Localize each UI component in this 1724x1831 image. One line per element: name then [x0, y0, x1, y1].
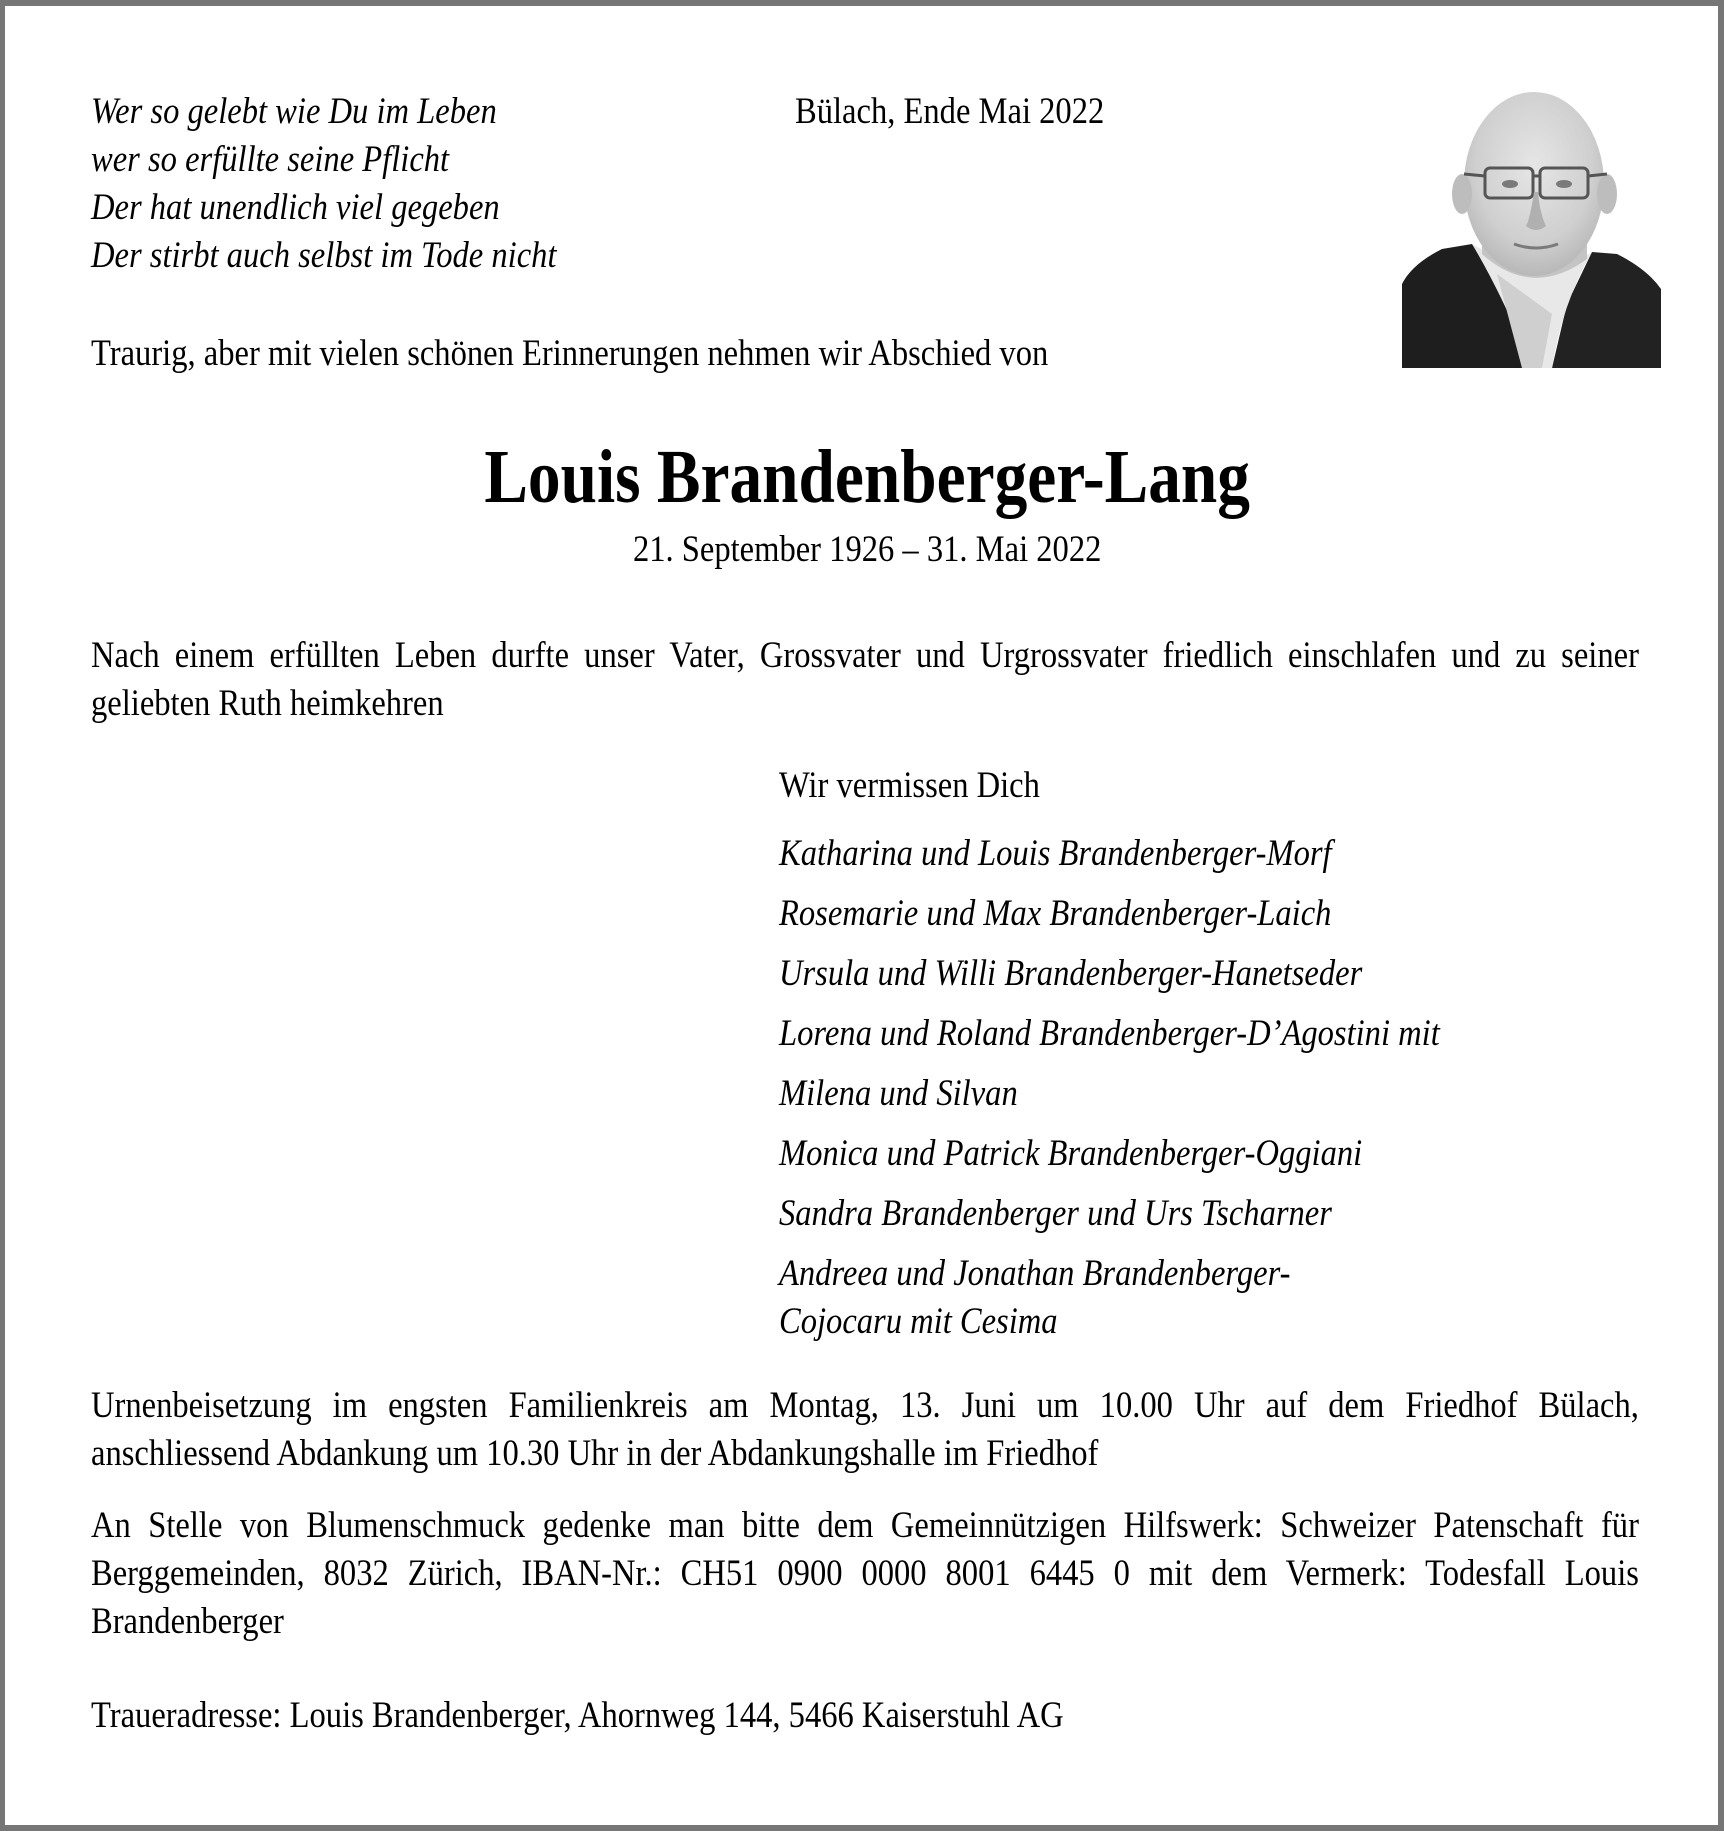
poem-line-2: wer so erfüllte seine Pflicht [91, 139, 450, 180]
message-text: Nach einem erfüllten Leben durfte unser Vater, Grossvater und Urgrossvater friedlich einschlafen und zu seiner geliebten Ruth heimkehren [91, 635, 1639, 724]
funeral-paragraph [91, 1382, 1639, 1478]
life-dates [5, 528, 1724, 571]
miss-you-text: Wir vermissen Dich [779, 765, 1040, 806]
portrait-image [1402, 84, 1661, 368]
donation-paragraph [91, 1502, 1639, 1646]
life-dates-text: 21. September 1926 – 31. Mai 2022 [632, 529, 1102, 570]
portrait-photo [1402, 84, 1661, 368]
family-line: Milena und Silvan [779, 1073, 1018, 1114]
poem-line-4: Der stirbt auch selbst im Tode nicht [91, 235, 557, 276]
family-line: Andreea und Jonathan Brandenberger- [779, 1253, 1291, 1294]
family-line: Katharina und Louis Brandenberger-Morf [779, 833, 1332, 874]
family-line: Lorena und Roland Brandenberger-D’Agostini mit [779, 1013, 1440, 1054]
place-date: Bülach, Ende Mai 2022 [795, 91, 1105, 132]
deceased-name-text: Louis Brandenberger-Lang [484, 435, 1250, 519]
deceased-name [5, 434, 1724, 521]
family-line: Cojocaru mit Cesima [779, 1301, 1058, 1342]
family-line: Ursula und Willi Brandenberger-Hanetseder [779, 953, 1363, 994]
mourning-address: Traueradresse: Louis Brandenberger, Ahornweg 144, 5466 Kaiserstuhl AG [91, 1695, 1064, 1736]
donation-text: An Stelle von Blumenschmuck gedenke man bitte dem Gemeinnützigen Hilfswerk: Schweizer Patenschaft für Berggemeinden, 8032 Zürich, IBAN-Nr.: CH51 0900 0000 8001 6445 0 mit dem Vermerk: Todesfall Louis Brandenberger [91, 1505, 1639, 1642]
family-line: Rosemarie und Max Brandenberger-Laich [779, 893, 1332, 934]
message-paragraph [91, 632, 1639, 728]
poem-line-3: Der hat unendlich viel gegeben [91, 187, 500, 228]
family-line: Sandra Brandenberger und Urs Tscharner [779, 1193, 1332, 1234]
funeral-text: Urnenbeisetzung im engsten Familienkreis am Montag, 13. Juni um 10.00 Uhr auf dem Friedhof Bülach, anschliessend Abdankung um 10.30 Uhr in der Abdankungshalle im Friedhof [91, 1385, 1639, 1474]
poem-line-1: Wer so gelebt wie Du im Leben [91, 91, 497, 132]
intro-text: Traurig, aber mit vielen schönen Erinnerungen nehmen wir Abschied von [91, 333, 1049, 374]
family-line: Monica und Patrick Brandenberger-Oggiani [779, 1133, 1363, 1174]
